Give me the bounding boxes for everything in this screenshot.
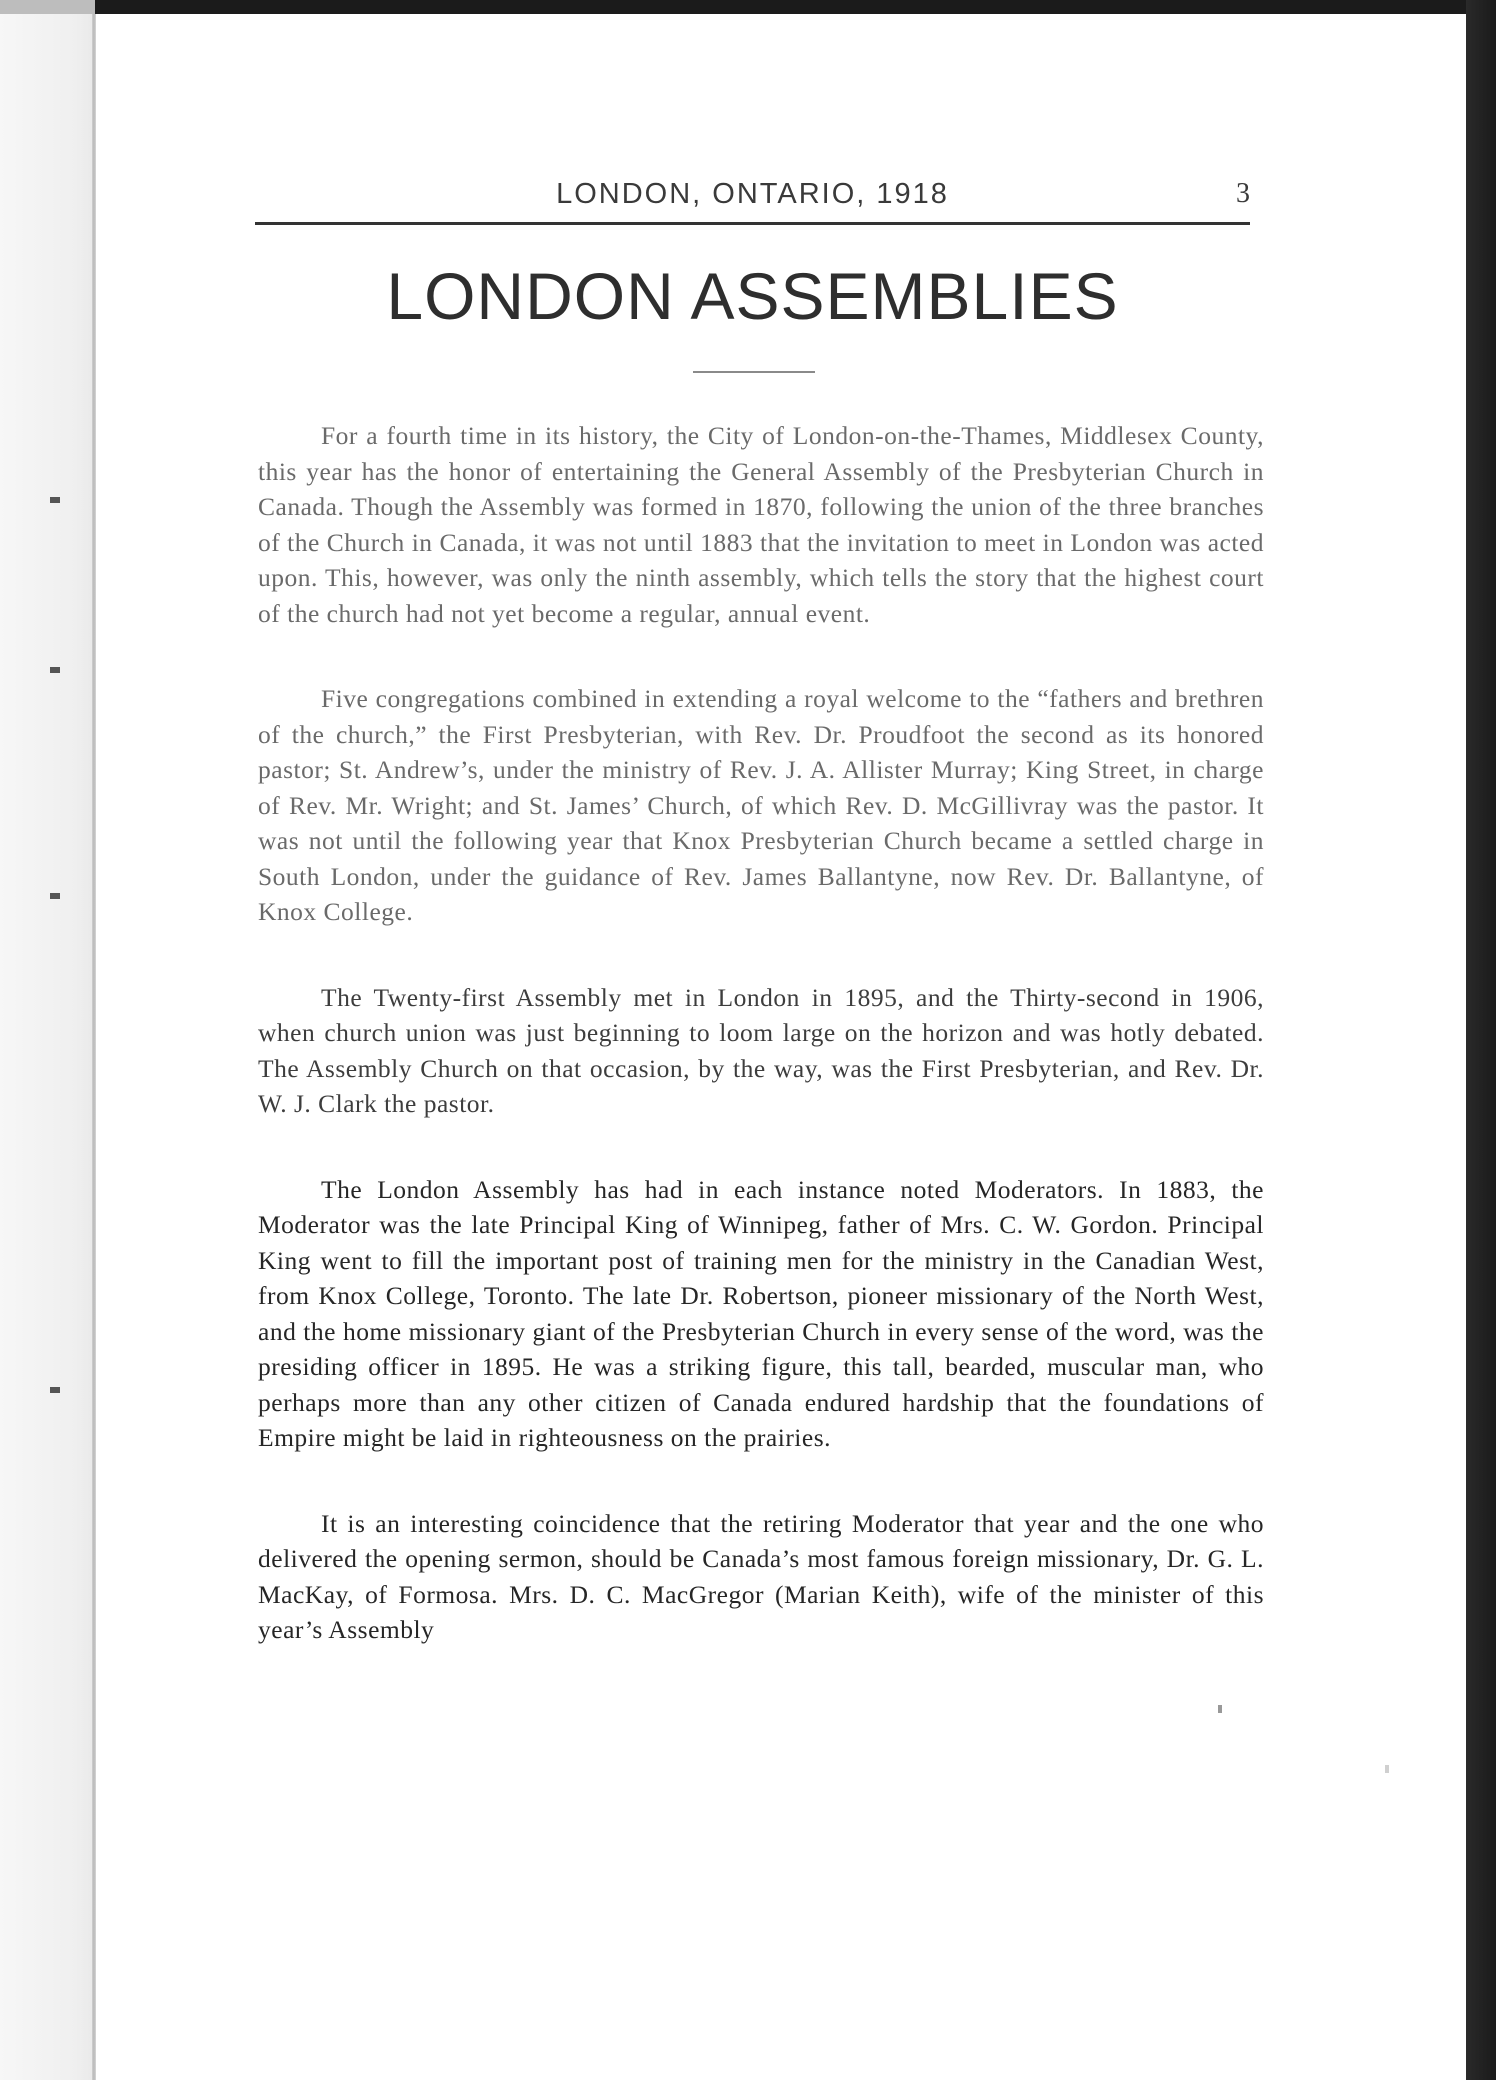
paragraph: It is an interesting coincidence that the retiring Moderator that year and the one who delivered the opening sermon, should be Canada’s most famous foreign missionary, Dr. G. L. MacKay, of Formosa. Mrs. D. C. MacGregor (Marian Keith), wife of the minister of this year’s Assembly — [258, 1508, 1264, 1644]
paragraph: Five congregations combined in extending a royal welcome to the “fathers and brethren of the church,” the First Presbyterian, with Rev. Dr. Proudfoot the second as its honored pastor; St. Andrew’s, under the ministry of Rev. J. A. Allister Murray; King Street, in charge of Rev. Mr. Wright; and St. James’ Church, of which Rev. D. McGillivray was the pastor. It was not until the following year that Knox Presbyterian Church became a settled charge in South London, under the guidance of Rev. James Ballantyne, now Rev. Dr. Ballantyne, of Knox College. — [258, 684, 1264, 926]
binding-mark — [50, 893, 60, 899]
paragraph: The Twenty-first Assembly met in London in 1895, and the Thirty-second in 1906, when church union was just beginning to loom large on the horizon and was hotly debated. The Assembly Church on that occasion, by the way, was the First Presbyterian, and Rev. Dr. W. J. Clark the pastor. — [258, 982, 1264, 1118]
scan-top-edge — [0, 0, 1470, 14]
running-header — [255, 178, 1250, 218]
scan-left-margin — [0, 14, 95, 2080]
binding-mark — [50, 497, 60, 503]
print-speck — [1218, 1705, 1222, 1713]
title-rule — [693, 371, 815, 373]
header-rule — [255, 222, 1250, 225]
paragraph: For a fourth time in its history, the City of London-on-the-Thames, Middlesex County, this year has the honor of entertaining the General Assembly of the Presbyterian Church in Canada. Though the Assembly was formed in 1870, following the union of the three branches of the Church in Canada, it was not until 1883 that the invitation to meet in London was acted upon. This, however, was only the ninth assembly, which tells the story that the highest court of the church had not yet become a regular, annual event. — [258, 421, 1264, 628]
page-title: LONDON ASSEMBLIES — [386, 259, 1119, 333]
print-speck — [1385, 1765, 1389, 1773]
scan-top-edge-left — [0, 0, 95, 14]
running-title: LONDON, ONTARIO, 1918 — [556, 178, 949, 210]
binding-mark — [50, 667, 60, 673]
paragraph: The London Assembly has had in each instance noted Moderators. In 1883, the Moderator was the late Principal King of Winnipeg, father of Mrs. C. W. Gordon. Principal King went to fill the important post of training men for the ministry in the Canadian West, from Knox College, Toronto. The late Dr. Robertson, pioneer missionary of the North West, and the home missionary giant of the Presbyterian Church in every sense of the word, was the presiding officer in 1895. He was a striking figure, this tall, bearded, muscular man, who perhaps more than any other citizen of Canada endured hardship that the foundations of Empire might be laid in righteousness on the prairies. — [258, 1174, 1264, 1452]
binding-mark — [50, 1387, 60, 1393]
page-number: 3 — [1236, 178, 1250, 209]
scan-right-edge — [1466, 0, 1496, 2080]
article-body — [258, 418, 1264, 1698]
binding-edge — [92, 14, 96, 2080]
